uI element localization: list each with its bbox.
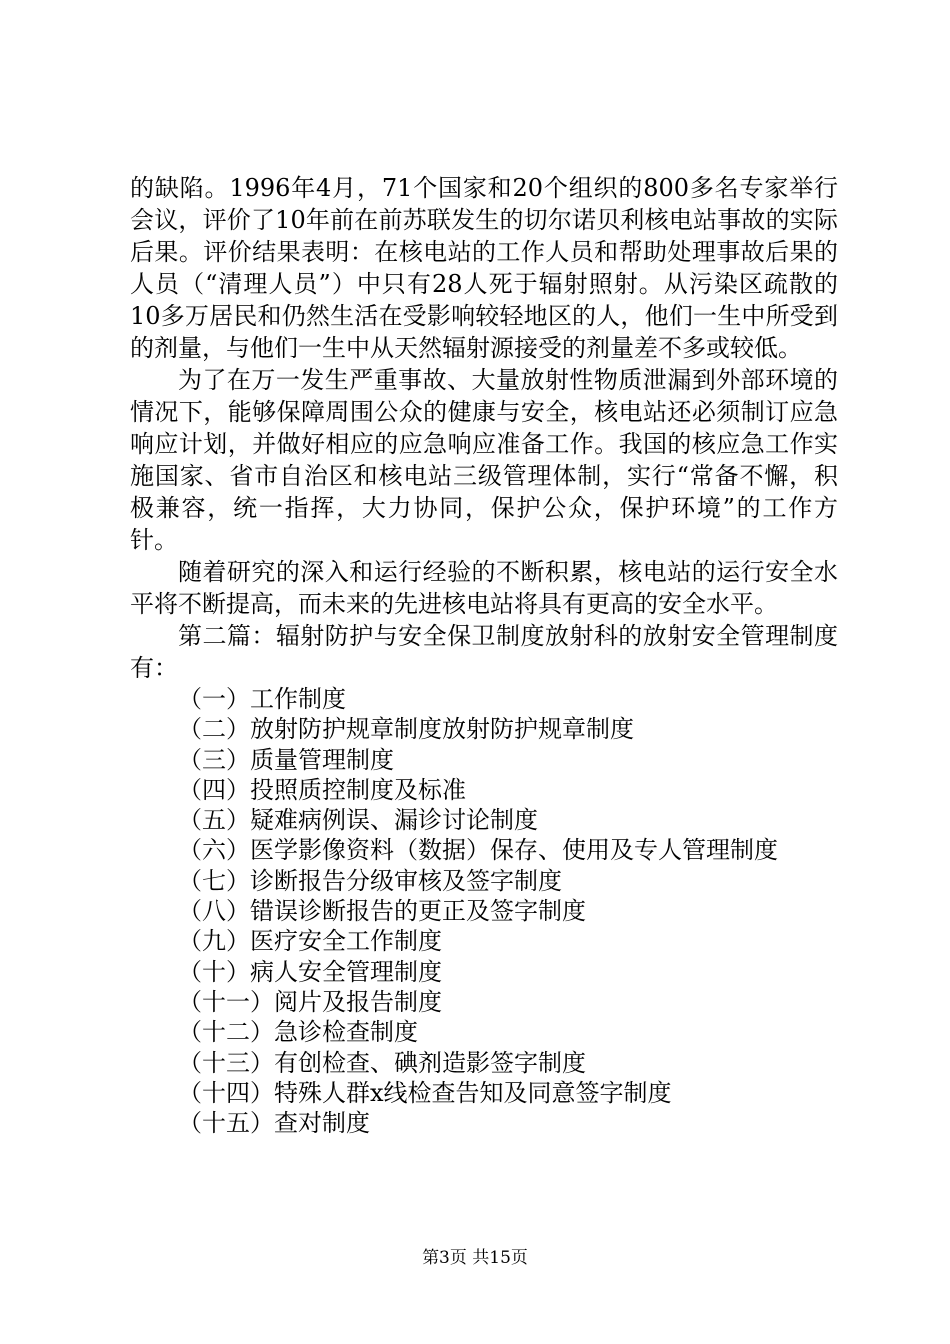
- paragraph-safety-outlook: 随着研究的深入和运行经验的不断积累，核电站的运行安全水平将不断提高，而未来的先进核电站将具有更高的安全水平。: [130, 558, 838, 618]
- list-item: （十）病人安全管理制度: [178, 957, 442, 986]
- page-footer: [0, 1243, 950, 1268]
- list-item: （七）诊断报告分级审核及签字制度: [178, 866, 562, 895]
- list-item: （十五）查对制度: [178, 1109, 370, 1138]
- list-item: （一）工作制度: [178, 685, 346, 713]
- paragraph-section-two-intro: 第二篇：辐射防护与安全保卫制度放射科的放射安全管理制度有：: [130, 622, 838, 682]
- list-item: （十三）有创检查、碘剂造影签字制度: [178, 1048, 586, 1077]
- list-item: （三）质量管理制度: [178, 745, 394, 774]
- list-item: （五）疑难病例误、漏诊讨论制度: [178, 806, 538, 835]
- list-item: （十一）阅片及报告制度: [178, 987, 442, 1016]
- list-item: （十四）特殊人群x线检查告知及同意签字制度: [178, 1078, 672, 1107]
- page-number: 第3页 共15页: [422, 1248, 528, 1268]
- list-item: （四）投照质控制度及标准: [178, 775, 466, 804]
- list-item: （八）错误诊断报告的更正及签字制度: [178, 897, 586, 926]
- regulation-list: [130, 684, 838, 1138]
- list-item: （二）放射防护规章制度放射防护规章制度: [178, 715, 634, 744]
- paragraph-continuation: 的缺陷。1996年4月，71个国家和20个组织的800多名专家举行会议，评价了10年前在前苏联发生的切尔诺贝利核电站事故的实际后果。评价结果表明：在核电站的工作人员和帮助处理事故后果的人员（“清理人员”）中只有28人死于辐射照射。从污染区疏散的10多万居民和仍然生活在受影响较轻地区的人，他们一生中所受到的剂量，与他们一生中从天然辐射源接受的剂量差不多或较低。: [130, 174, 838, 362]
- list-item: （九）医疗安全工作制度: [178, 927, 442, 956]
- paragraph-emergency-response: 为了在万一发生严重事故、大量放射性物质泄漏到外部环境的情况下，能够保障周围公众的健康与安全，核电站还必须制订应急响应计划，并做好相应的应急响应准备工作。我国的核应急工作实施国家、省市自治区和核电站三级管理体制，实行“常备不懈，积极兼容，统一指挥，大力协同，保护公众，保护环境”的工作方针。: [130, 366, 838, 554]
- list-item: （十二）急诊检查制度: [178, 1018, 418, 1047]
- document-page: [130, 172, 838, 1138]
- list-item: （六）医学影像资料（数据）保存、使用及专人管理制度: [178, 836, 778, 865]
